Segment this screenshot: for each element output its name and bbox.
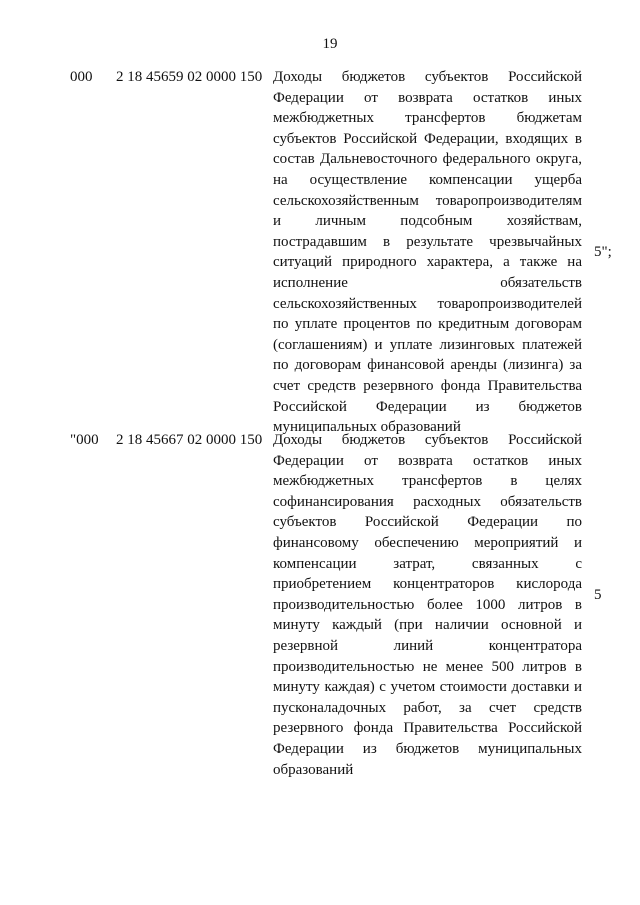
admin-code: 000 [70,69,93,85]
description-line: приобретением концентраторов кислорода [273,576,582,593]
description-line: Российской Федерации из бюджетов [273,398,582,415]
amount-value: 5 [594,587,602,603]
description-line: пострадавшим в результате чрезвычайных [273,233,582,250]
admin-code: "000 [70,432,99,448]
description-line: межбюджетных трансфертов в целях [273,473,582,490]
description-line: муниципальных образований [273,419,461,436]
description-line: Федерации от возврата остатков иных [273,89,582,106]
description-line: (соглашениям) и уплате лизинговых платежей [273,336,582,353]
description-line: Доходы бюджетов субъектов Российской [273,432,582,448]
amount-value: 5"; [594,244,612,260]
description-line: субъектов Российской Федерации, входящих в [273,130,582,147]
description-line: образований [273,761,354,778]
description-line: по договорам финансовой аренды (лизинга) за [273,357,582,374]
kbk-code: 2 18 45667 02 0000 150 [116,432,263,448]
description-line: софинансирования расходных обязательств [273,493,582,510]
kbk-code: 2 18 45659 02 0000 150 [116,69,263,85]
description-line: резервного фонда Правительства Российской [273,720,582,737]
description-line: Доходы бюджетов субъектов Российской [273,69,582,85]
description-line: минуту каждая) с учетом стоимости доставки и [273,679,582,696]
description-line: резервной линий концентратора [273,637,582,654]
description-line: сельскохозяйственных товаропроизводителей [273,295,582,312]
description-line: минуту каждый (при наличии основной и [273,617,582,634]
description-line: компенсации затрат, связанных с [273,555,582,572]
description-line: Федерации из бюджетов муниципальных [273,740,582,757]
income-description [273,430,582,780]
description-line: финансовому обеспечению мероприятий и [273,534,582,551]
description-line: состав Дальневосточного федерального округа, [273,151,582,168]
description-line: производительностью более 1000 литров в [273,596,582,613]
description-line: ситуаций природного характера, а также на [273,254,582,271]
description-line: счет средств резервного фонда Правительства [273,377,582,394]
description-line: Федерации от возврата остатков иных [273,452,582,469]
income-description [273,67,582,438]
page-number: 19 [322,36,338,52]
description-line: субъектов Российской Федерации по [273,514,582,531]
description-line: исполнение обязательств [273,274,582,291]
description-line: по уплате процентов по кредитным договорам [273,316,582,333]
description-line: сельскохозяйственным товаропроизводителям [273,192,582,209]
description-line: пусконаладочных работ, за счет средств [273,699,582,716]
description-line: на осуществление компенсации ущерба [273,171,582,188]
description-line: и личным подсобным хозяйствам, [273,213,582,230]
description-line: производительностью не менее 500 литров в [273,658,582,675]
description-line: межбюджетных трансфертов бюджетам [273,110,582,127]
